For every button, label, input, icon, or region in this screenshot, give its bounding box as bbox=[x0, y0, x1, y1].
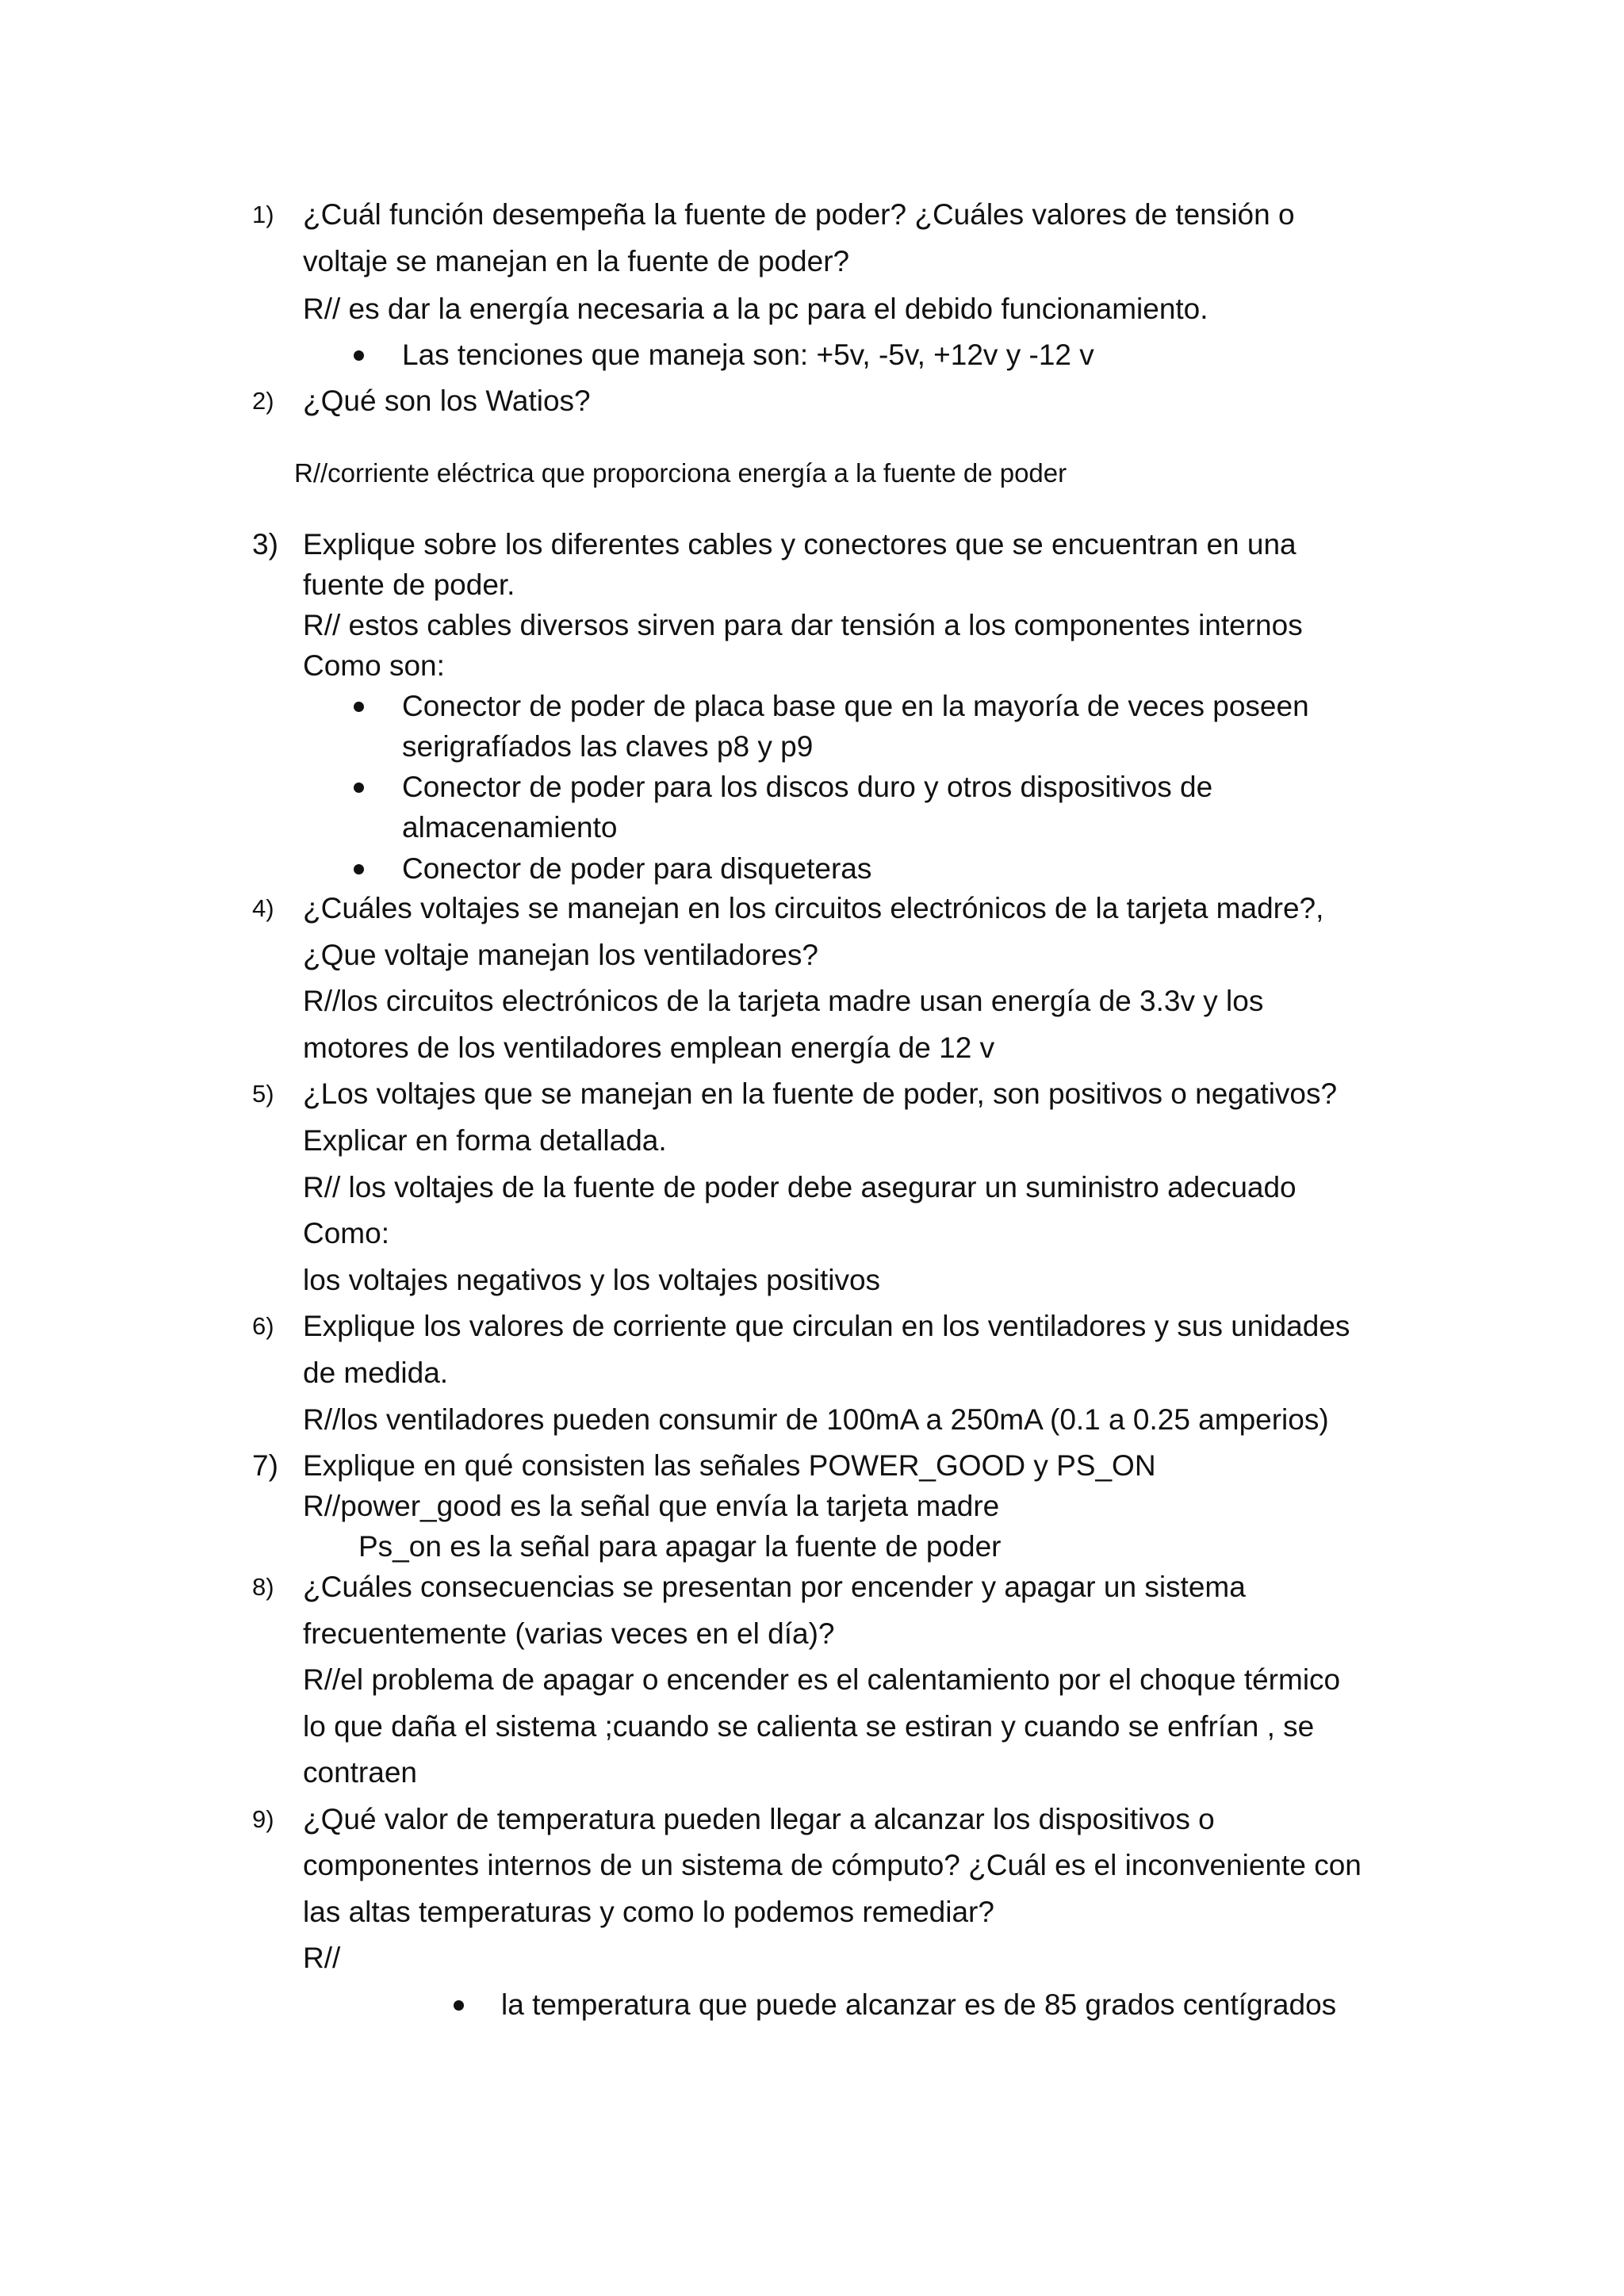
answer-8-line-2: lo que daña el sistema ;cuando se calienta se estiran y cuando se enfrían , se bbox=[303, 1710, 1315, 1743]
question-9-line-1: ¿Qué valor de temperatura pueden llegar a alcanzar los dispositivos o bbox=[303, 1803, 1215, 1835]
question-8-line-1: ¿Cuáles consecuencias se presentan por encender y apagar un sistema bbox=[303, 1571, 1246, 1603]
question-6-line-2: de medida. bbox=[303, 1357, 449, 1389]
question-9-line-3: las altas temperaturas y como lo podemos remediar? bbox=[303, 1896, 994, 1928]
answer-9-line-1: R// bbox=[303, 1942, 341, 1974]
question-4-number: 4) bbox=[252, 894, 274, 922]
answer-2-line-1: R//corriente eléctrica que proporciona energía a la fuente de poder bbox=[294, 458, 1067, 488]
question-5-line-1: ¿Los voltajes que se manejan en la fuente de poder, son positivos o negativos? bbox=[303, 1077, 1338, 1110]
question-9-number: 9) bbox=[252, 1805, 274, 1833]
question-4-line-2: ¿Que voltaje manejan los ventiladores? bbox=[303, 939, 818, 971]
question-2-line-1: ¿Qué son los Watios? bbox=[303, 385, 591, 417]
answer-9-bullet-1: la temperatura que puede alcanzar es de 85 grados centígrados bbox=[501, 1988, 1337, 2021]
question-3-line-2: fuente de poder. bbox=[303, 568, 515, 601]
question-1-line-2: voltaje se manejan en la fuente de poder? bbox=[303, 245, 850, 277]
bullet-icon bbox=[354, 350, 364, 361]
answer-3-bullet-1-line-2: serigrafíados las claves p8 y p9 bbox=[402, 730, 814, 763]
answer-5-line-3: los voltajes negativos y los voltajes positivos bbox=[303, 1264, 881, 1296]
answer-7-line-1: R//power_good es la señal que envía la tarjeta madre bbox=[303, 1490, 1000, 1522]
bullet-icon bbox=[354, 702, 364, 712]
bullet-icon bbox=[354, 864, 364, 874]
answer-3-bullet-2-line-1: Conector de poder para los discos duro y otros dispositivos de bbox=[402, 771, 1213, 803]
answer-7-line-2: Ps_on es la señal para apagar la fuente de poder bbox=[358, 1530, 1002, 1563]
answer-1-line-1: R// es dar la energía necesaria a la pc para el debido funcionamiento. bbox=[303, 293, 1208, 325]
answer-8-line-1: R//el problema de apagar o encender es el calentamiento por el choque térmico bbox=[303, 1663, 1341, 1696]
answer-3-bullet-2-line-2: almacenamiento bbox=[402, 811, 618, 844]
question-8-line-2: frecuentemente (varias veces en el día)? bbox=[303, 1617, 835, 1650]
question-7-number: 7) bbox=[252, 1449, 278, 1482]
question-3-line-1: Explique sobre los diferentes cables y conectores que se encuentran en una bbox=[303, 528, 1297, 561]
answer-5-line-2: Como: bbox=[303, 1217, 389, 1249]
question-2-number: 2) bbox=[252, 387, 274, 415]
answer-4-line-1: R//los circuitos electrónicos de la tarjeta madre usan energía de 3.3v y los bbox=[303, 985, 1264, 1017]
question-5-number: 5) bbox=[252, 1080, 274, 1108]
answer-6-line-1: R//los ventiladores pueden consumir de 100mA a 250mA (0.1 a 0.25 amperios) bbox=[303, 1403, 1329, 1436]
answer-3-line-1: R// estos cables diversos sirven para dar tensión a los componentes internos bbox=[303, 609, 1303, 641]
question-8-number: 8) bbox=[252, 1573, 274, 1601]
bullet-icon bbox=[354, 783, 364, 793]
question-6-number: 6) bbox=[252, 1312, 274, 1340]
answer-3-bullet-1-line-1: Conector de poder de placa base que en la mayoría de veces poseen bbox=[402, 690, 1309, 722]
answer-1-bullet-1: Las tenciones que maneja son: +5v, -5v, +12v y -12 v bbox=[402, 339, 1094, 371]
question-4-line-1: ¿Cuáles voltajes se manejan en los circuitos electrónicos de la tarjeta madre?, bbox=[303, 892, 1324, 924]
question-5-line-2: Explicar en forma detallada. bbox=[303, 1124, 667, 1157]
answer-3-bullet-3-line-1: Conector de poder para disqueteras bbox=[402, 852, 872, 885]
question-3-number: 3) bbox=[252, 528, 278, 561]
bullet-icon bbox=[454, 2000, 464, 2011]
question-9-line-2: componentes internos de un sistema de cómputo? ¿Cuál es el inconveniente con bbox=[303, 1849, 1362, 1881]
question-6-line-1: Explique los valores de corriente que circulan en los ventiladores y sus unidades bbox=[303, 1310, 1350, 1342]
answer-5-line-1: R// los voltajes de la fuente de poder debe asegurar un suministro adecuado bbox=[303, 1171, 1297, 1203]
answer-3-line-2: Como son: bbox=[303, 649, 445, 682]
answer-8-line-3: contraen bbox=[303, 1756, 417, 1789]
question-7-line-1: Explique en qué consisten las señales POWER_GOOD y PS_ON bbox=[303, 1449, 1156, 1482]
question-1-number: 1) bbox=[252, 201, 274, 228]
question-1-line-1: ¿Cuál función desempeña la fuente de poder? ¿Cuáles valores de tensión o bbox=[303, 198, 1295, 231]
answer-4-line-2: motores de los ventiladores emplean energía de 12 v bbox=[303, 1031, 995, 1064]
